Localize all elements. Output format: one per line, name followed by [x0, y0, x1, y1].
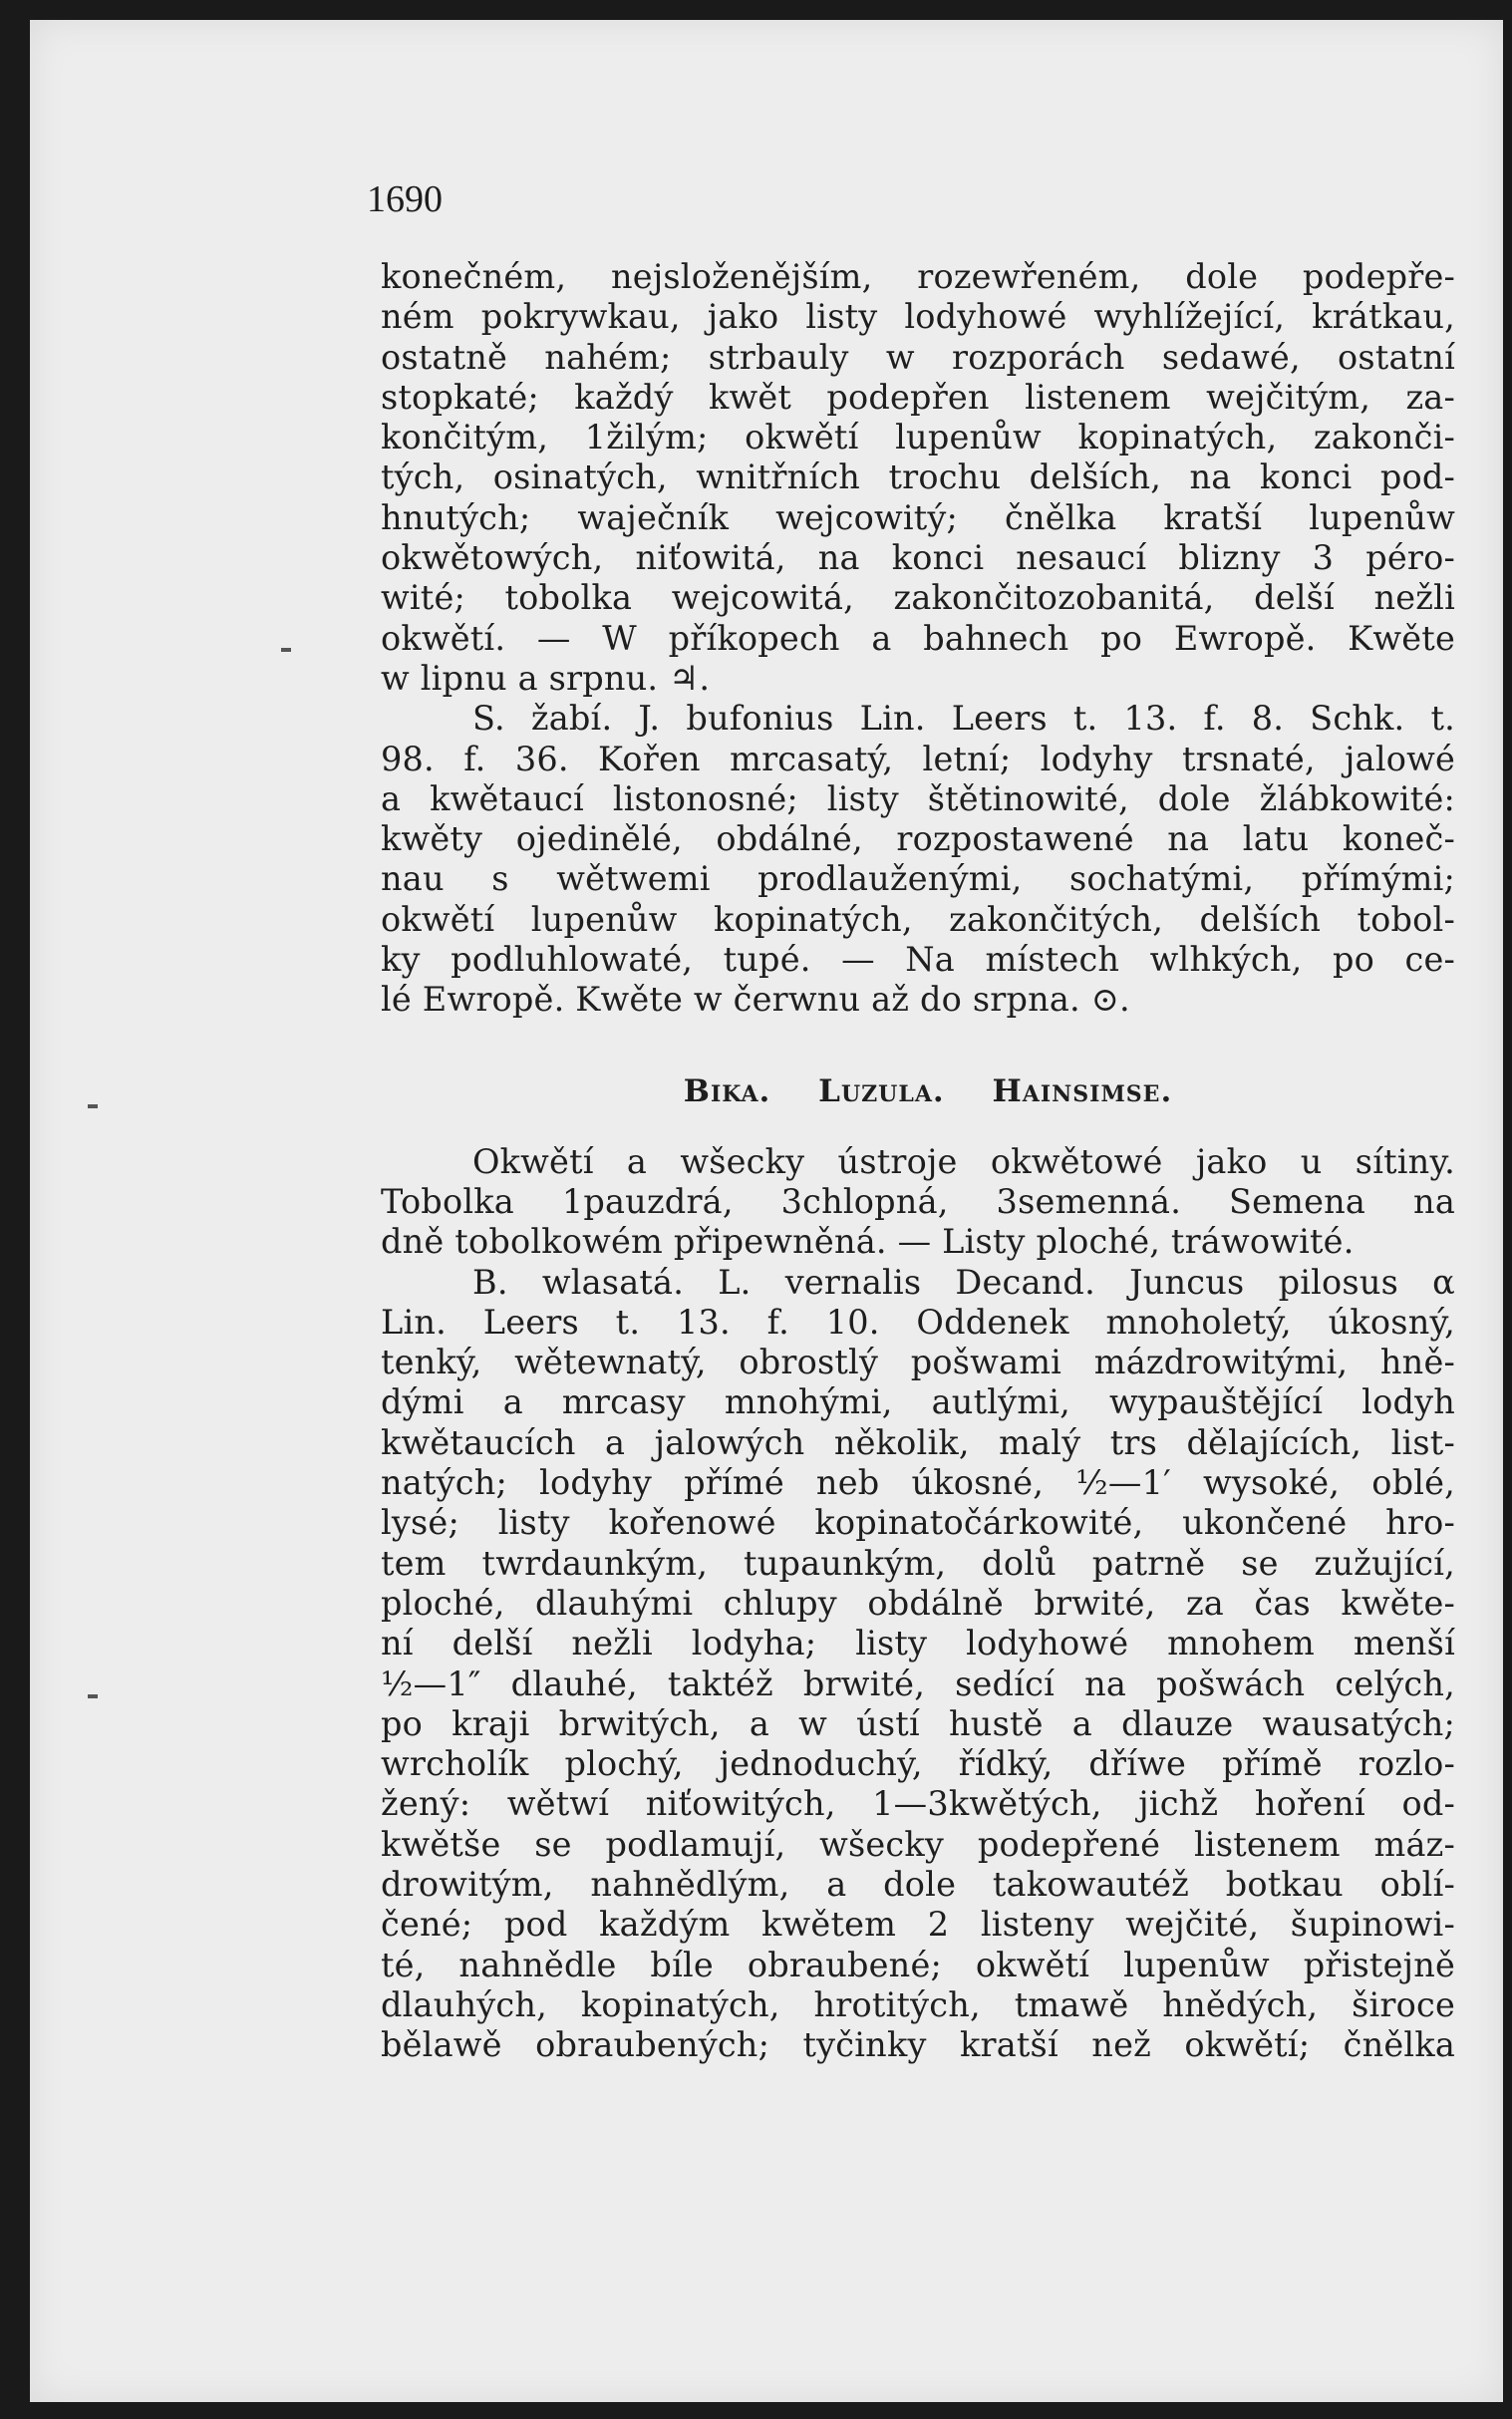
paragraph-juncus-end [381, 257, 1455, 699]
text-line: S. žabí. J. bufonius Lin. Leers t. 13. f. 8. Schk. t. [472, 699, 1455, 739]
book-page [30, 20, 1503, 2402]
text-line: natých; lodyhy přímé neb úkosné, ½—1′ wysoké, oblé, [381, 1463, 1455, 1503]
text-line: okwětí. — W příkopech a bahnech po Ewropě. Kwěte [381, 618, 1455, 658]
text-line: lysé; listy kořenowé kopinatočárkowité, ukončené hro- [381, 1503, 1455, 1543]
text-line: Tobolka 1pauzdrá, 3chlopná, 3semenná. Semena na [381, 1181, 1455, 1221]
text-line: drowitým, nahnědlým, a dole takowautéž botkau oblí- [381, 1864, 1455, 1904]
text-line: končitým, 1žilým; okwětí lupenůw kopinatých, zakonči- [381, 418, 1455, 457]
text-line: po kraji brwitých, a w ústí hustě a dlauze wausatých; [381, 1703, 1455, 1743]
text-line: lé Ewropě. Kwěte w čerwnu až do srpna. ⊙. [381, 980, 1130, 1020]
page-text [381, 257, 1455, 2065]
text-line: 98. f. 36. Kořen mrcasatý, letní; lodyhy trsnaté, jalowé [381, 739, 1455, 778]
paragraph-juncus-bufonius [381, 699, 1455, 1020]
text-line: ném pokrywkau, jako listy lodyhowé wyhlížející, krátkau, [381, 297, 1455, 337]
text-line: B. wlasatá. L. vernalis Decand. Juncus pilosus α [472, 1262, 1455, 1302]
margin-mark [88, 1104, 98, 1108]
paragraph-luzula-vernalis [381, 1263, 1455, 2066]
text-line: kwěty ojedinělé, obdálné, rozpostawené na latu koneč- [381, 819, 1455, 859]
text-line: w lipnu a srpnu. ♃. [381, 658, 711, 698]
paragraph-genus-description [381, 1142, 1455, 1263]
text-line: kwětaucích a jalowých několik, malý trs dělajících, list- [381, 1422, 1455, 1462]
text-line: žený: wětwí niťowitých, 1—3kwětých, jichž hoření od- [381, 1784, 1455, 1824]
text-line: stopkaté; každý kwět podepřen listenem wejčitým, za- [381, 377, 1455, 417]
text-line: dně tobolkowém připewněná. — Listy ploché, tráwowité. [381, 1222, 1355, 1262]
text-line: čené; pod každým kwětem 2 listeny wejčité, šupinowi- [381, 1905, 1455, 1945]
text-line: ky podluhlowaté, tupé. — Na místech wlhkých, po ce- [381, 940, 1455, 980]
text-line: tých, osinatých, wnitřních trochu delších, na konci pod- [381, 457, 1455, 497]
text-line: tem twrdaunkým, tupaunkým, dolů patrně se zužující, [381, 1543, 1455, 1583]
text-line: hnutých; waječník wejcowitý; čnělka kratší lupenůw [381, 497, 1455, 537]
text-line: okwětowých, niťowitá, na konci nesaucí blizny 3 péro- [381, 538, 1455, 578]
margin-mark [88, 1694, 98, 1698]
text-line: ní delší nežli lodyha; listy lodyhowé mnohem menší [381, 1624, 1455, 1663]
heading-latin: Luzula. [818, 1072, 945, 1109]
text-line: ½—1″ dlauhé, taktéž brwité, sedící na pošwách celých, [381, 1663, 1455, 1703]
text-line: a kwětaucí listonosné; listy štětinowité, dole žlábkowité: [381, 778, 1455, 818]
text-line: konečném, nejsloženějším, rozewřeném, dole podepře- [381, 257, 1455, 296]
margin-mark [281, 648, 291, 652]
text-line: Lin. Leers t. 13. f. 10. Oddenek mnoholetý, úkosný, [381, 1302, 1455, 1342]
text-line: dými a mrcasy mnohými, autlými, wypauštějící lodyh [381, 1382, 1455, 1422]
text-line: Okwětí a wšecky ústroje okwětowé jako u sítiny. [472, 1141, 1455, 1181]
text-line: wrcholík plochý, jednoduchý, řídký, dříwe přímě rozlo- [381, 1744, 1455, 1784]
text-line: ploché, dlauhými chlupy obdálně brwité, za čas kwěte- [381, 1583, 1455, 1623]
heading-german: Hainsimse. [992, 1072, 1173, 1109]
text-line: tenký, wětewnatý, obrostlý pošwami mázdrowitými, hně- [381, 1343, 1455, 1382]
text-line: té, nahnědle bíle obraubené; okwětí lupenůw přistejně [381, 1945, 1455, 1984]
text-line: nau s wětwemi prodlauženými, sochatými, přímými; [381, 859, 1455, 899]
genus-heading [381, 1060, 1455, 1122]
text-line: dlauhých, kopinatých, hrotitých, tmawě hnědých, široce [381, 1984, 1455, 2024]
text-line: wité; tobolka wejcowitá, zakončitozobanitá, delší nežli [381, 578, 1455, 618]
text-line: okwětí lupenůw kopinatých, zakončitých, delších tobol- [381, 899, 1455, 939]
text-line: bělawě obraubených; tyčinky kratší než okwětí; čnělka [381, 2025, 1455, 2065]
text-line: ostatně nahém; strbauly w rozporách sedawé, ostatní [381, 337, 1455, 377]
page-number: 1690 [367, 178, 443, 220]
text-line: kwětše se podlamují, wšecky podepřené listenem máz- [381, 1824, 1455, 1864]
heading-czech: Bika. [683, 1072, 771, 1109]
